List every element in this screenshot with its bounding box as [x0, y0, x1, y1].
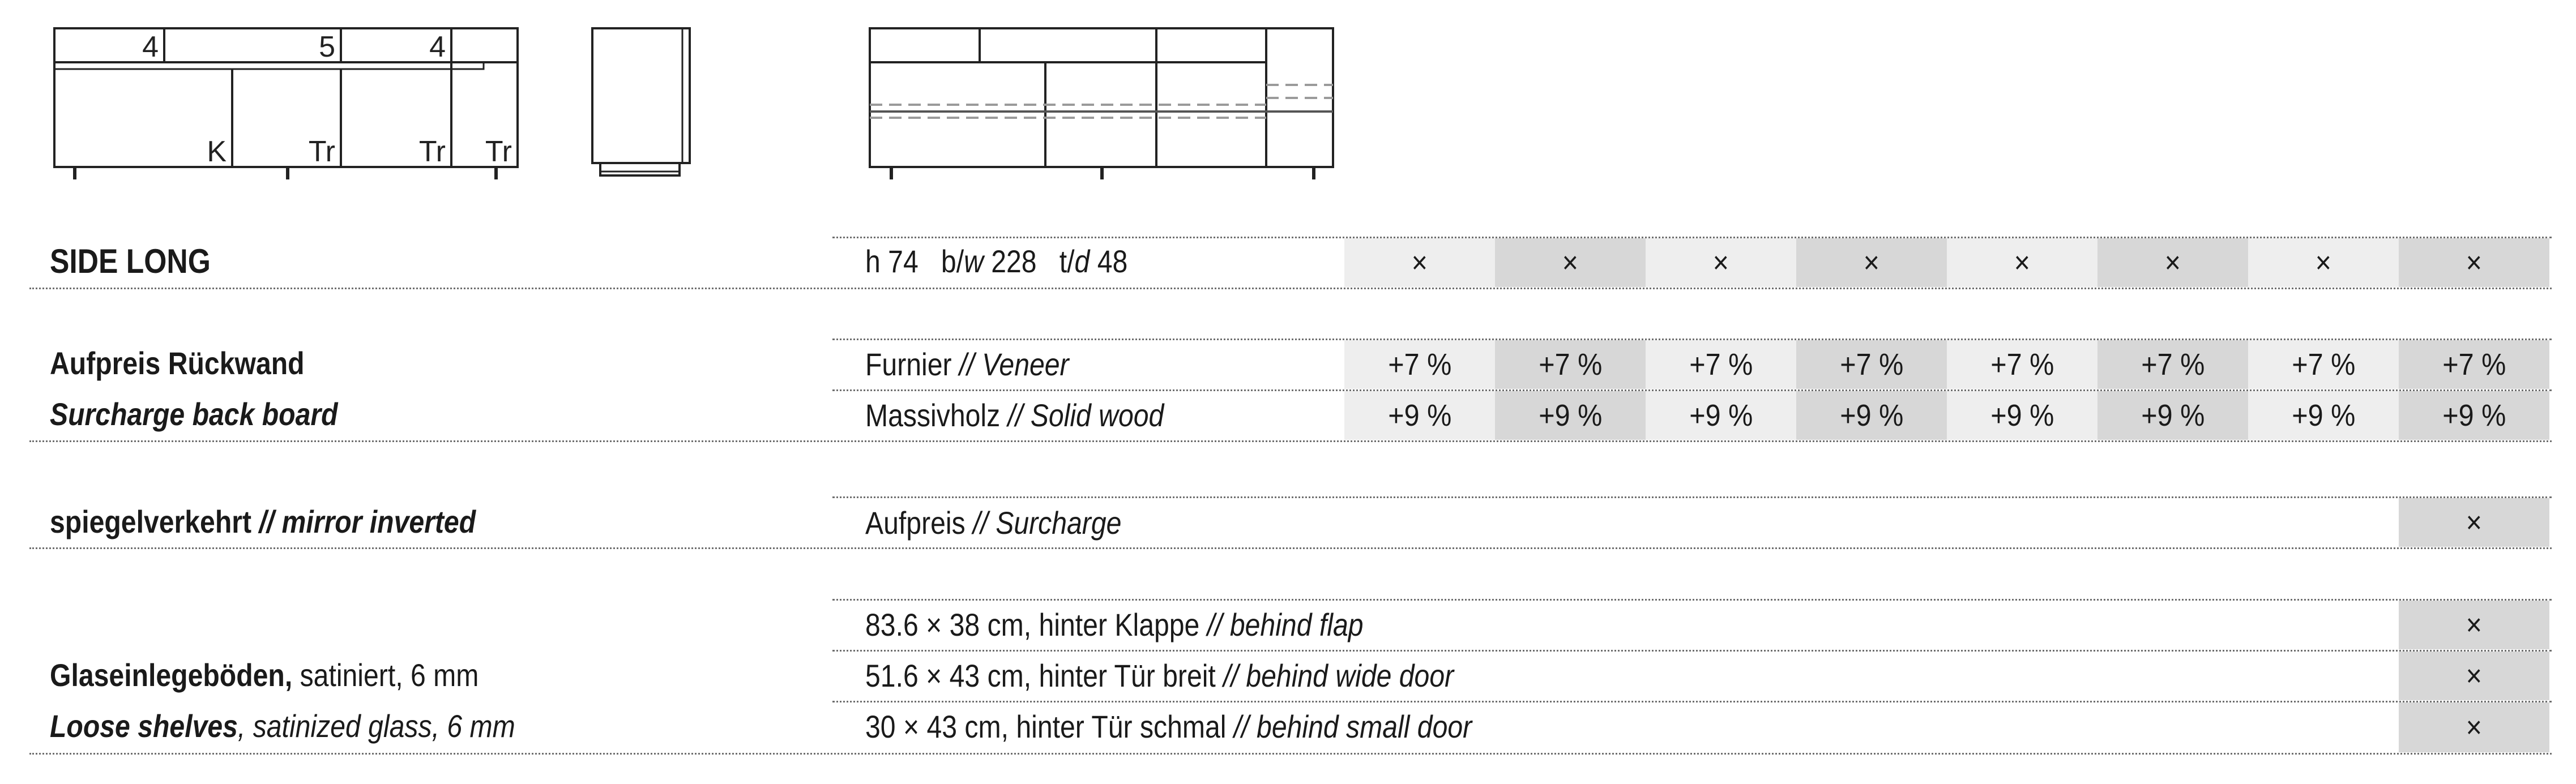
front-view-drawing [51, 25, 527, 184]
separator: // [951, 346, 982, 382]
availability-cell: × [2399, 238, 2549, 287]
surcharge-cell: +7 % [2248, 340, 2399, 389]
rule [832, 599, 2552, 601]
height-label: h [865, 243, 881, 279]
shelf-small-door-de: 30 × 43 cm, hinter Tür schmal [865, 709, 1227, 744]
mirror-inverted-de: spiegelverkehrt [50, 504, 252, 539]
rule [832, 701, 2552, 702]
availability-cell: × [2399, 652, 2549, 700]
back-board-title-en: Surcharge back board [50, 396, 338, 432]
separator: // [1226, 709, 1257, 744]
availability-cell: × [2399, 702, 2549, 752]
surcharge-cell: +9 % [2248, 391, 2399, 440]
availability-cell: × [1495, 238, 1646, 287]
loose-shelves-en-rest: , satinized glass, 6 mm [237, 708, 515, 744]
rule [832, 496, 2552, 498]
availability-cell: × [2399, 498, 2549, 547]
surcharge-cell: +9 % [1495, 391, 1646, 440]
availability-cell: × [2399, 601, 2549, 649]
surcharge-cell: +9 % [1344, 391, 1495, 440]
separator: // [1000, 397, 1031, 433]
shelf-wide-door-en: behind wide door [1246, 658, 1454, 693]
width-label-en: w [964, 243, 984, 279]
solid-wood-de: Massivholz [865, 397, 1001, 433]
surcharge-cell: +9 % [2399, 391, 2549, 440]
surcharge-cell: +9 % [2097, 391, 2248, 440]
solid-wood-option [865, 397, 1164, 433]
drawer-number-3: 4 [429, 31, 446, 63]
solid-wood-en: Solid wood [1030, 397, 1164, 433]
surcharge-cell: +7 % [2399, 340, 2549, 389]
rule [832, 650, 2552, 652]
availability-cell: × [2097, 238, 2248, 287]
rule [29, 440, 2552, 442]
loose-shelves-title-en [50, 710, 515, 742]
door-letter-4: Tr [485, 135, 512, 168]
height-value: 74 [888, 243, 919, 279]
surcharge-cell: +7 % [1646, 340, 1796, 389]
separator: // [1199, 607, 1230, 642]
surcharge-cell: +7 % [1495, 340, 1646, 389]
veneer-option [865, 346, 1069, 382]
door-letter-2: Tr [308, 135, 335, 168]
loose-shelves-en-bold: Loose shelves [50, 708, 238, 744]
availability-cell: × [2248, 238, 2399, 287]
availability-cell: × [1947, 238, 2097, 287]
mirror-inverted-title [50, 506, 476, 538]
depth-value: 48 [1097, 243, 1128, 279]
separator: // [965, 505, 996, 541]
separator: // [1215, 658, 1246, 693]
separator: // [251, 504, 282, 539]
availability-cell: × [1796, 238, 1947, 287]
surcharge-de: Aufpreis [865, 505, 966, 541]
shelf-flap-en: behind flap [1229, 607, 1364, 642]
surcharge-cell: +7 % [1344, 340, 1495, 389]
veneer-en: Veneer [982, 346, 1069, 382]
model-title [50, 242, 211, 280]
surcharge-cell: +9 % [1646, 391, 1796, 440]
shelf-small-door-en: behind small door [1257, 709, 1472, 744]
loose-shelves-title-de [50, 659, 479, 691]
rule [29, 288, 2552, 289]
door-letter-1: K [207, 135, 227, 168]
surcharge-cell: +7 % [2097, 340, 2248, 389]
shelf-flap-de: 83.6 × 38 cm, hinter Klappe [865, 607, 1200, 642]
side-view-drawing [589, 25, 697, 184]
surcharge-cell: +9 % [1796, 391, 1947, 440]
drawer-number-2: 5 [319, 31, 335, 63]
surcharge-cell: +7 % [1947, 340, 2097, 389]
glass-shelves-de-rest: satiniert, 6 mm [292, 657, 479, 693]
width-value: 228 [991, 243, 1037, 279]
rule [29, 547, 2552, 549]
back-view-drawing [866, 25, 1342, 184]
shelf-option-small-door [865, 711, 1472, 743]
dimensions-text [865, 243, 1128, 279]
door-letter-3: Tr [418, 135, 446, 168]
surcharge-cell: +9 % [1947, 391, 2097, 440]
shelf-wide-door-de: 51.6 × 43 cm, hinter Tür breit [865, 658, 1216, 693]
shelf-option-flap [865, 609, 1364, 641]
glass-shelves-de-bold: Glaseinlegeböden, [50, 657, 293, 693]
availability-cell: × [1344, 238, 1495, 287]
surcharge-en: Surcharge [996, 505, 1122, 541]
depth-label-en: d [1074, 243, 1090, 279]
surcharge-cell: +7 % [1796, 340, 1947, 389]
rule [29, 753, 2552, 755]
shelf-option-wide-door [865, 660, 1454, 692]
drawer-number-1: 4 [142, 31, 159, 63]
mirror-surcharge-desc [865, 507, 1121, 539]
width-label: b/ [941, 243, 964, 279]
availability-cell: × [1646, 238, 1796, 287]
back-board-title-de: Aufpreis Rückwand [50, 345, 305, 381]
model-title-text: SIDE LONG [50, 242, 211, 280]
veneer-de: Furnier [865, 346, 952, 382]
mirror-inverted-en: mirror inverted [281, 504, 476, 539]
depth-label: t/ [1059, 243, 1075, 279]
